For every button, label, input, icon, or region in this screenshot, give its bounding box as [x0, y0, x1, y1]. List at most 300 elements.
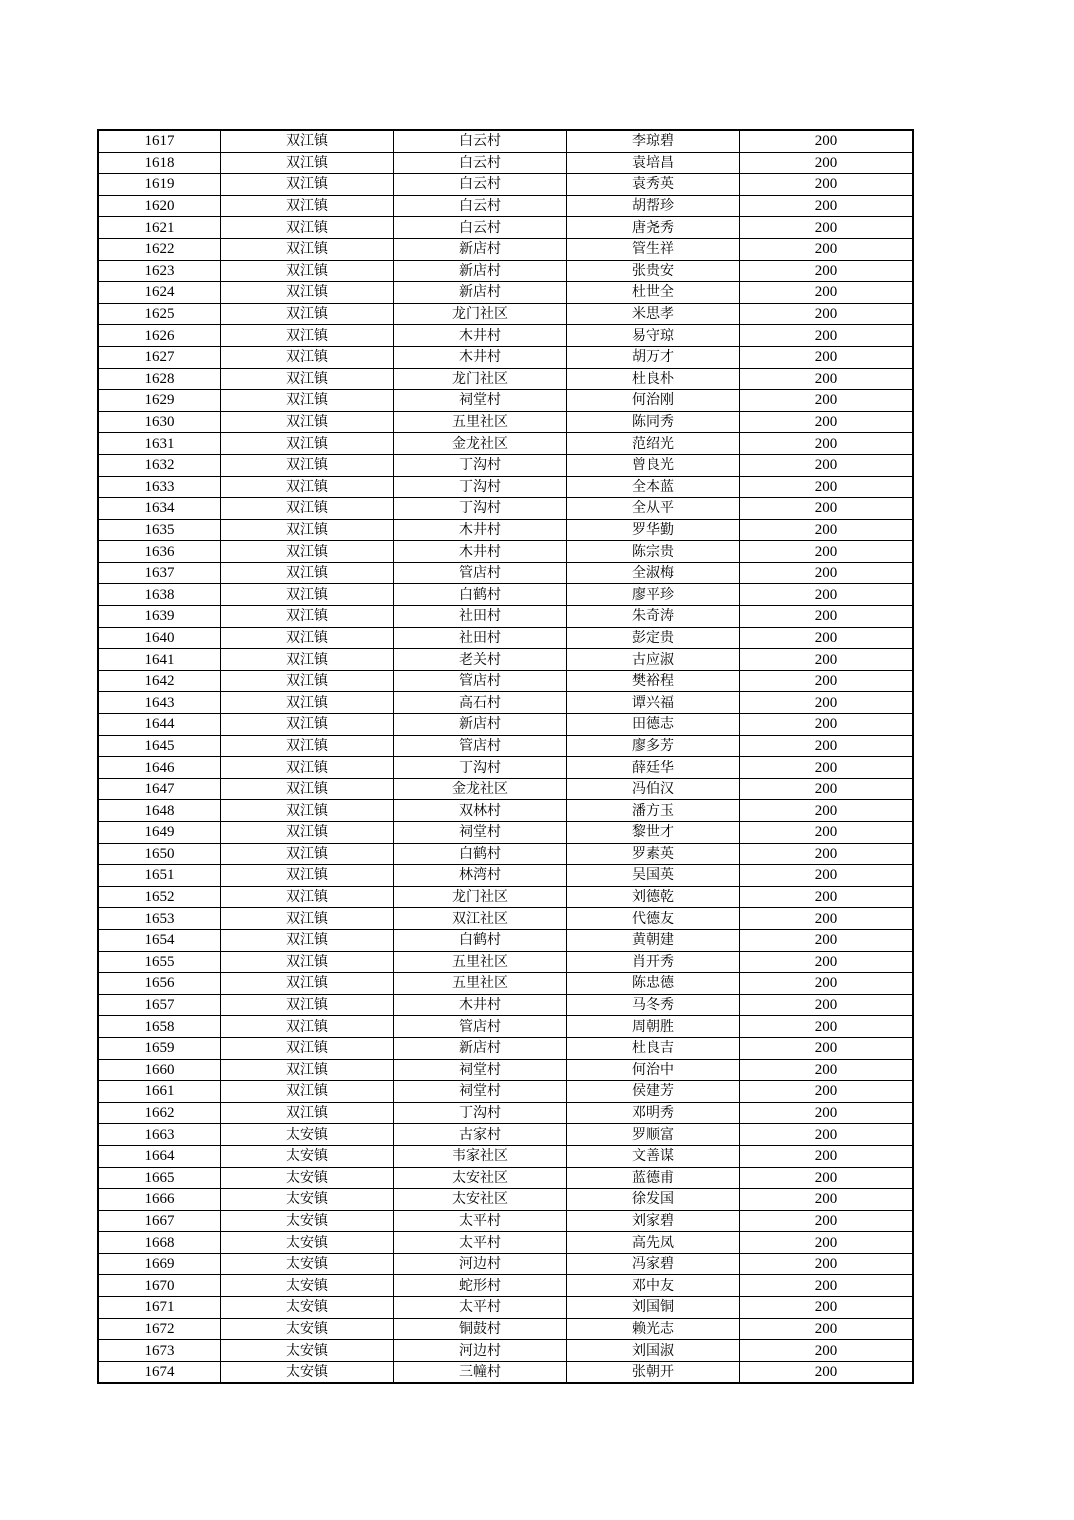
amount-cell: 200: [740, 498, 914, 520]
table-row: [98, 303, 913, 325]
town-cell: 太安镇: [221, 1124, 394, 1146]
table-row: [98, 130, 913, 152]
amount-cell: 200: [740, 1059, 914, 1081]
town-cell: 双江镇: [221, 325, 394, 347]
serial-number-cell: 1642: [98, 670, 221, 692]
serial-number-cell: 1652: [98, 886, 221, 908]
amount-cell: 200: [740, 865, 914, 887]
table-row: [98, 1081, 913, 1103]
person-name-cell: 何治中: [567, 1059, 740, 1081]
serial-number-cell: 1669: [98, 1253, 221, 1275]
person-name-cell: 张朝开: [567, 1361, 740, 1383]
person-name-cell: 全从平: [567, 498, 740, 520]
village-cell: 社田村: [394, 627, 567, 649]
serial-number-cell: 1657: [98, 994, 221, 1016]
person-name-cell: 曾良光: [567, 454, 740, 476]
person-name-cell: 胡帮珍: [567, 195, 740, 217]
table-row: [98, 476, 913, 498]
town-cell: 双江镇: [221, 541, 394, 563]
person-name-cell: 刘国铜: [567, 1297, 740, 1319]
village-cell: 白云村: [394, 217, 567, 239]
person-name-cell: 何治刚: [567, 390, 740, 412]
town-cell: 太安镇: [221, 1145, 394, 1167]
serial-number-cell: 1648: [98, 800, 221, 822]
amount-cell: 200: [740, 843, 914, 865]
table-row: [98, 1253, 913, 1275]
table-row: [98, 627, 913, 649]
amount-cell: 200: [740, 1318, 914, 1340]
town-cell: 双江镇: [221, 195, 394, 217]
table-row: [98, 994, 913, 1016]
amount-cell: 200: [740, 886, 914, 908]
person-name-cell: 袁培昌: [567, 152, 740, 174]
table-row: [98, 1297, 913, 1319]
village-cell: 新店村: [394, 260, 567, 282]
village-cell: 双江社区: [394, 908, 567, 930]
table-row: [98, 1189, 913, 1211]
amount-cell: 200: [740, 541, 914, 563]
village-cell: 祠堂村: [394, 390, 567, 412]
person-name-cell: 马冬秀: [567, 994, 740, 1016]
village-cell: 祠堂村: [394, 1059, 567, 1081]
person-name-cell: 杜良朴: [567, 368, 740, 390]
amount-cell: 200: [740, 973, 914, 995]
town-cell: 太安镇: [221, 1275, 394, 1297]
person-name-cell: 罗华勤: [567, 519, 740, 541]
person-name-cell: 罗顺富: [567, 1124, 740, 1146]
town-cell: 太安镇: [221, 1167, 394, 1189]
amount-cell: 200: [740, 1340, 914, 1362]
serial-number-cell: 1628: [98, 368, 221, 390]
serial-number-cell: 1629: [98, 390, 221, 412]
serial-number-cell: 1662: [98, 1102, 221, 1124]
amount-cell: 200: [740, 1081, 914, 1103]
town-cell: 双江镇: [221, 454, 394, 476]
town-cell: 双江镇: [221, 757, 394, 779]
serial-number-cell: 1620: [98, 195, 221, 217]
table-row: [98, 390, 913, 412]
serial-number-cell: 1653: [98, 908, 221, 930]
amount-cell: 200: [740, 130, 914, 152]
town-cell: 太安镇: [221, 1210, 394, 1232]
serial-number-cell: 1650: [98, 843, 221, 865]
table-row: [98, 1016, 913, 1038]
town-cell: 双江镇: [221, 973, 394, 995]
amount-cell: 200: [740, 217, 914, 239]
town-cell: 双江镇: [221, 822, 394, 844]
table-row: [98, 865, 913, 887]
village-cell: 管店村: [394, 735, 567, 757]
village-cell: 祠堂村: [394, 822, 567, 844]
amount-cell: 200: [740, 606, 914, 628]
village-cell: 太安社区: [394, 1167, 567, 1189]
table-row: [98, 714, 913, 736]
amount-cell: 200: [740, 174, 914, 196]
table-row: [98, 325, 913, 347]
serial-number-cell: 1638: [98, 584, 221, 606]
town-cell: 双江镇: [221, 411, 394, 433]
serial-number-cell: 1625: [98, 303, 221, 325]
person-name-cell: 代德友: [567, 908, 740, 930]
village-cell: 新店村: [394, 714, 567, 736]
person-name-cell: 陈宗贵: [567, 541, 740, 563]
serial-number-cell: 1647: [98, 778, 221, 800]
village-cell: 丁沟村: [394, 498, 567, 520]
table-row: [98, 1232, 913, 1254]
serial-number-cell: 1633: [98, 476, 221, 498]
table-row: [98, 238, 913, 260]
table-row: [98, 908, 913, 930]
amount-cell: 200: [740, 1361, 914, 1383]
table-row: [98, 498, 913, 520]
table-row: [98, 1361, 913, 1383]
table-row: [98, 346, 913, 368]
person-name-cell: 胡万才: [567, 346, 740, 368]
person-name-cell: 刘国淑: [567, 1340, 740, 1362]
table-row: [98, 217, 913, 239]
town-cell: 双江镇: [221, 433, 394, 455]
town-cell: 太安镇: [221, 1232, 394, 1254]
village-cell: 高石村: [394, 692, 567, 714]
amount-cell: 200: [740, 454, 914, 476]
serial-number-cell: 1654: [98, 929, 221, 951]
amount-cell: 200: [740, 1016, 914, 1038]
table-row: [98, 584, 913, 606]
person-name-cell: 黎世才: [567, 822, 740, 844]
town-cell: 双江镇: [221, 260, 394, 282]
village-cell: 丁沟村: [394, 454, 567, 476]
serial-number-cell: 1624: [98, 282, 221, 304]
person-name-cell: 侯建芳: [567, 1081, 740, 1103]
serial-number-cell: 1673: [98, 1340, 221, 1362]
village-cell: 河边村: [394, 1340, 567, 1362]
amount-cell: 200: [740, 929, 914, 951]
amount-cell: 200: [740, 627, 914, 649]
table-row: [98, 454, 913, 476]
amount-cell: 200: [740, 325, 914, 347]
person-name-cell: 高先凤: [567, 1232, 740, 1254]
table-row: [98, 260, 913, 282]
serial-number-cell: 1656: [98, 973, 221, 995]
person-name-cell: 唐尧秀: [567, 217, 740, 239]
town-cell: 双江镇: [221, 778, 394, 800]
village-cell: 木井村: [394, 994, 567, 1016]
town-cell: 双江镇: [221, 606, 394, 628]
village-cell: 古家村: [394, 1124, 567, 1146]
table-row: [98, 1145, 913, 1167]
person-name-cell: 朱奇涛: [567, 606, 740, 628]
village-cell: 丁沟村: [394, 1102, 567, 1124]
village-cell: 金龙社区: [394, 778, 567, 800]
amount-cell: 200: [740, 519, 914, 541]
person-name-cell: 邓明秀: [567, 1102, 740, 1124]
person-name-cell: 冯伯汉: [567, 778, 740, 800]
town-cell: 双江镇: [221, 1059, 394, 1081]
person-name-cell: 潘方玉: [567, 800, 740, 822]
table-row: [98, 174, 913, 196]
serial-number-cell: 1644: [98, 714, 221, 736]
village-cell: 太平村: [394, 1232, 567, 1254]
town-cell: 双江镇: [221, 800, 394, 822]
serial-number-cell: 1664: [98, 1145, 221, 1167]
serial-number-cell: 1632: [98, 454, 221, 476]
person-name-cell: 张贵安: [567, 260, 740, 282]
serial-number-cell: 1674: [98, 1361, 221, 1383]
person-name-cell: 米思孝: [567, 303, 740, 325]
amount-cell: 200: [740, 994, 914, 1016]
person-name-cell: 刘德乾: [567, 886, 740, 908]
table-row: [98, 519, 913, 541]
town-cell: 双江镇: [221, 390, 394, 412]
town-cell: 双江镇: [221, 174, 394, 196]
table-row: [98, 411, 913, 433]
person-name-cell: 田德志: [567, 714, 740, 736]
amount-cell: 200: [740, 1124, 914, 1146]
person-name-cell: 古应淑: [567, 649, 740, 671]
amount-cell: 200: [740, 411, 914, 433]
table-row: [98, 886, 913, 908]
town-cell: 双江镇: [221, 1037, 394, 1059]
amount-cell: 200: [740, 346, 914, 368]
serial-number-cell: 1666: [98, 1189, 221, 1211]
person-name-cell: 谭兴福: [567, 692, 740, 714]
amount-cell: 200: [740, 1210, 914, 1232]
serial-number-cell: 1622: [98, 238, 221, 260]
town-cell: 双江镇: [221, 649, 394, 671]
village-cell: 木井村: [394, 541, 567, 563]
village-cell: 新店村: [394, 238, 567, 260]
town-cell: 双江镇: [221, 994, 394, 1016]
village-cell: 龙门社区: [394, 368, 567, 390]
town-cell: 双江镇: [221, 303, 394, 325]
village-cell: 河边村: [394, 1253, 567, 1275]
village-cell: 新店村: [394, 1037, 567, 1059]
table-row: [98, 1210, 913, 1232]
serial-number-cell: 1649: [98, 822, 221, 844]
table-row: [98, 1318, 913, 1340]
table-row: [98, 152, 913, 174]
amount-cell: 200: [740, 368, 914, 390]
person-name-cell: 彭定贵: [567, 627, 740, 649]
town-cell: 双江镇: [221, 692, 394, 714]
amount-cell: 200: [740, 260, 914, 282]
serial-number-cell: 1672: [98, 1318, 221, 1340]
amount-cell: 200: [740, 1037, 914, 1059]
town-cell: 太安镇: [221, 1340, 394, 1362]
amount-cell: 200: [740, 908, 914, 930]
table-row: [98, 1340, 913, 1362]
table-row: [98, 1124, 913, 1146]
village-cell: 祠堂村: [394, 1081, 567, 1103]
village-cell: 白云村: [394, 130, 567, 152]
table-row: [98, 843, 913, 865]
village-cell: 金龙社区: [394, 433, 567, 455]
amount-cell: 200: [740, 303, 914, 325]
serial-number-cell: 1636: [98, 541, 221, 563]
table-row: [98, 195, 913, 217]
village-cell: 蛇形村: [394, 1275, 567, 1297]
town-cell: 太安镇: [221, 1189, 394, 1211]
town-cell: 双江镇: [221, 498, 394, 520]
person-name-cell: 廖平珍: [567, 584, 740, 606]
village-cell: 社田村: [394, 606, 567, 628]
village-cell: 白云村: [394, 174, 567, 196]
person-name-cell: 陈忠德: [567, 973, 740, 995]
amount-cell: 200: [740, 238, 914, 260]
serial-number-cell: 1645: [98, 735, 221, 757]
amount-cell: 200: [740, 584, 914, 606]
village-cell: 龙门社区: [394, 303, 567, 325]
village-cell: 太平村: [394, 1297, 567, 1319]
amount-cell: 200: [740, 670, 914, 692]
town-cell: 太安镇: [221, 1297, 394, 1319]
amount-cell: 200: [740, 562, 914, 584]
serial-number-cell: 1626: [98, 325, 221, 347]
town-cell: 双江镇: [221, 929, 394, 951]
town-cell: 双江镇: [221, 951, 394, 973]
person-name-cell: 黄朝建: [567, 929, 740, 951]
town-cell: 双江镇: [221, 519, 394, 541]
data-table: [97, 129, 914, 1384]
village-cell: 白云村: [394, 152, 567, 174]
serial-number-cell: 1618: [98, 152, 221, 174]
town-cell: 双江镇: [221, 368, 394, 390]
serial-number-cell: 1655: [98, 951, 221, 973]
amount-cell: 200: [740, 1167, 914, 1189]
person-name-cell: 全本蓝: [567, 476, 740, 498]
village-cell: 木井村: [394, 346, 567, 368]
serial-number-cell: 1631: [98, 433, 221, 455]
table-row: [98, 735, 913, 757]
table-row: [98, 368, 913, 390]
village-cell: 双林村: [394, 800, 567, 822]
town-cell: 太安镇: [221, 1318, 394, 1340]
person-name-cell: 文善谋: [567, 1145, 740, 1167]
town-cell: 双江镇: [221, 476, 394, 498]
town-cell: 双江镇: [221, 627, 394, 649]
serial-number-cell: 1665: [98, 1167, 221, 1189]
amount-cell: 200: [740, 714, 914, 736]
table-row: [98, 282, 913, 304]
serial-number-cell: 1634: [98, 498, 221, 520]
amount-cell: 200: [740, 152, 914, 174]
amount-cell: 200: [740, 1232, 914, 1254]
village-cell: 五里社区: [394, 411, 567, 433]
serial-number-cell: 1619: [98, 174, 221, 196]
table-row: [98, 929, 913, 951]
table-row: [98, 562, 913, 584]
person-name-cell: 全淑梅: [567, 562, 740, 584]
village-cell: 太平村: [394, 1210, 567, 1232]
town-cell: 双江镇: [221, 346, 394, 368]
village-cell: 白鹤村: [394, 929, 567, 951]
village-cell: 白鹤村: [394, 843, 567, 865]
amount-cell: 200: [740, 1275, 914, 1297]
amount-cell: 200: [740, 951, 914, 973]
person-name-cell: 肖开秀: [567, 951, 740, 973]
person-name-cell: 杜世全: [567, 282, 740, 304]
town-cell: 双江镇: [221, 562, 394, 584]
person-name-cell: 刘家碧: [567, 1210, 740, 1232]
village-cell: 管店村: [394, 562, 567, 584]
town-cell: 双江镇: [221, 1081, 394, 1103]
town-cell: 太安镇: [221, 1361, 394, 1383]
amount-cell: 200: [740, 1145, 914, 1167]
table-row: [98, 692, 913, 714]
serial-number-cell: 1643: [98, 692, 221, 714]
person-name-cell: 薛廷华: [567, 757, 740, 779]
village-cell: 白云村: [394, 195, 567, 217]
town-cell: 双江镇: [221, 217, 394, 239]
village-cell: 丁沟村: [394, 476, 567, 498]
amount-cell: 200: [740, 822, 914, 844]
amount-cell: 200: [740, 1253, 914, 1275]
village-cell: 老关村: [394, 649, 567, 671]
town-cell: 双江镇: [221, 1102, 394, 1124]
table-row: [98, 1102, 913, 1124]
serial-number-cell: 1668: [98, 1232, 221, 1254]
village-cell: 木井村: [394, 325, 567, 347]
town-cell: 双江镇: [221, 152, 394, 174]
village-cell: 林湾村: [394, 865, 567, 887]
table-row: [98, 1275, 913, 1297]
town-cell: 双江镇: [221, 670, 394, 692]
amount-cell: 200: [740, 433, 914, 455]
serial-number-cell: 1621: [98, 217, 221, 239]
amount-cell: 200: [740, 649, 914, 671]
serial-number-cell: 1637: [98, 562, 221, 584]
village-cell: 太安社区: [394, 1189, 567, 1211]
serial-number-cell: 1651: [98, 865, 221, 887]
table-row: [98, 670, 913, 692]
person-name-cell: 袁秀英: [567, 174, 740, 196]
person-name-cell: 樊裕程: [567, 670, 740, 692]
table-row: [98, 778, 913, 800]
town-cell: 双江镇: [221, 735, 394, 757]
village-cell: 五里社区: [394, 973, 567, 995]
serial-number-cell: 1663: [98, 1124, 221, 1146]
person-name-cell: 易守琼: [567, 325, 740, 347]
village-cell: 韦家社区: [394, 1145, 567, 1167]
person-name-cell: 徐发国: [567, 1189, 740, 1211]
serial-number-cell: 1670: [98, 1275, 221, 1297]
person-name-cell: 管生祥: [567, 238, 740, 260]
serial-number-cell: 1660: [98, 1059, 221, 1081]
serial-number-cell: 1617: [98, 130, 221, 152]
village-cell: 铜鼓村: [394, 1318, 567, 1340]
village-cell: 管店村: [394, 670, 567, 692]
town-cell: 双江镇: [221, 843, 394, 865]
serial-number-cell: 1667: [98, 1210, 221, 1232]
amount-cell: 200: [740, 757, 914, 779]
person-name-cell: 蓝德甫: [567, 1167, 740, 1189]
table-row: [98, 433, 913, 455]
table-row: [98, 822, 913, 844]
person-name-cell: 李琼碧: [567, 130, 740, 152]
table-row: [98, 541, 913, 563]
village-cell: 管店村: [394, 1016, 567, 1038]
serial-number-cell: 1640: [98, 627, 221, 649]
table-row: [98, 800, 913, 822]
village-cell: 新店村: [394, 282, 567, 304]
table-row: [98, 606, 913, 628]
village-cell: 五里社区: [394, 951, 567, 973]
person-name-cell: 冯家碧: [567, 1253, 740, 1275]
serial-number-cell: 1623: [98, 260, 221, 282]
town-cell: 双江镇: [221, 1016, 394, 1038]
person-name-cell: 吴国英: [567, 865, 740, 887]
amount-cell: 200: [740, 735, 914, 757]
